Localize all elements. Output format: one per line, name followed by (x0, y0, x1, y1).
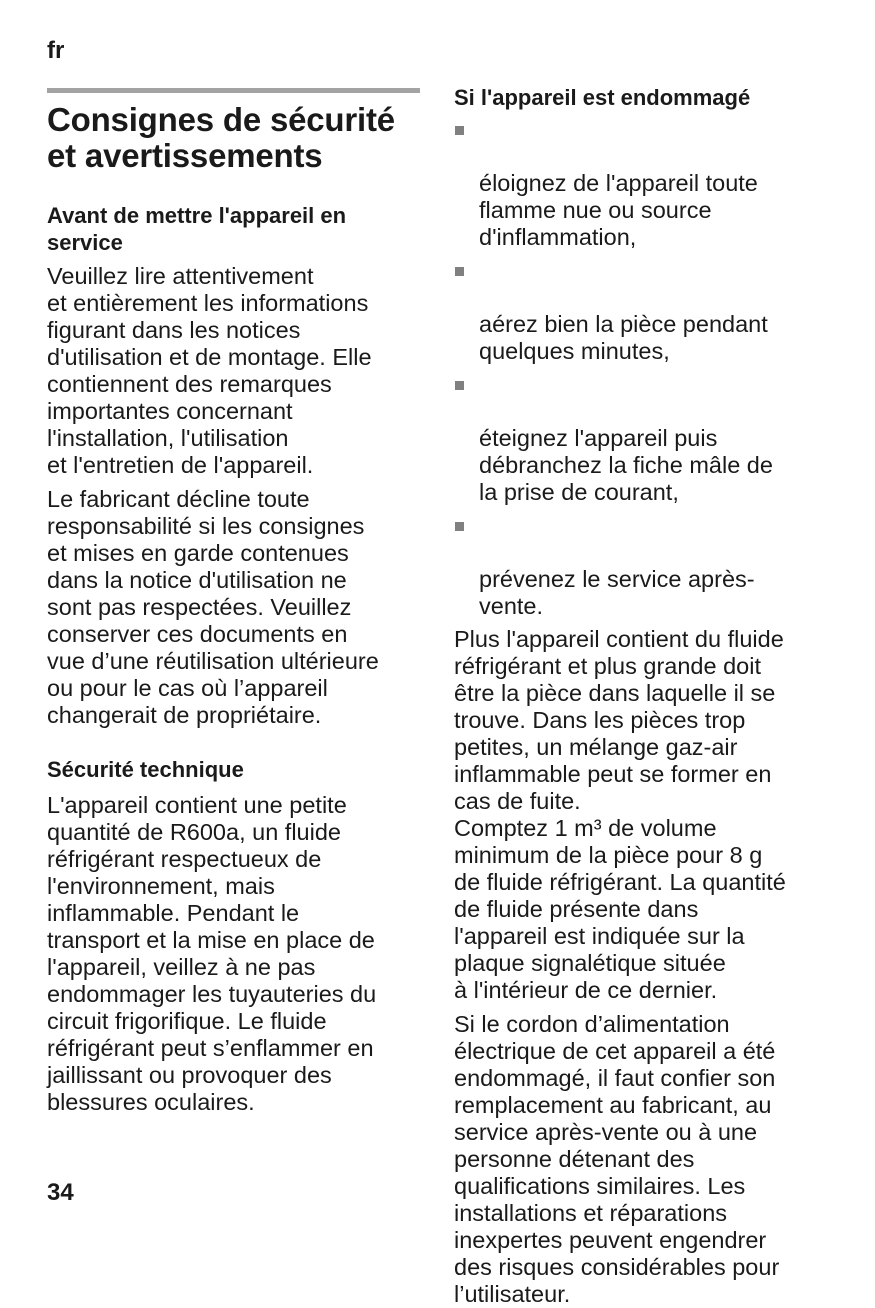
paragraph-read-instructions: Veuillez lire attentivement et entièrement les informations figurant dans les notices d'utilisation et de montage. Elle contiennent des remarques importantes concernant l'installation, l'utilisation et l'entretien de l'appareil. (47, 263, 372, 478)
square-bullet-icon (455, 522, 464, 531)
list-item (454, 371, 844, 506)
list-item (454, 257, 844, 365)
section-if-damaged (454, 84, 844, 1308)
language-tag: fr (47, 37, 65, 64)
section-heading-before-use: Avant de mettre l'appareil en service (47, 203, 347, 255)
square-bullet-icon (455, 381, 464, 390)
list-item-text: prévenez le service après- vente. (479, 566, 755, 619)
paragraph-manufacturer-liability: Le fabricant décline toute responsabilité si les consignes et mises en garde contenues dans la notice d'utilisation ne sont pas respectées. Veuillez conserver ces documents en vue d’une réutilisation ultérieure ou pour le cas où l’appareil changerait de propriétaire. (47, 486, 379, 728)
list-item (454, 512, 844, 620)
paragraph-room-size: Plus l'appareil contient du fluide réfrigérant et plus grande doit être la pièce dans laquelle il se trouve. Dans les pièces trop petites, un mélange gaz-air inflammable peut se former en cas de fuite. Comptez 1 m³ de volume minimum de la pièce pour 8 g de fluide réfrigérant. La quantité de fluide présente dans l'appareil est indiquée sur la plaque signalétique située à l'intérieur de ce dernier. (454, 626, 786, 1003)
list-item (454, 116, 844, 251)
section-before-use (47, 202, 427, 729)
section-heading-if-damaged: Si l'appareil est endommagé (454, 85, 751, 110)
list-item-text: aérez bien la pièce pendant quelques minutes, (479, 311, 768, 364)
title-rule (47, 88, 420, 93)
page-number: 34 (47, 1179, 74, 1206)
page-title: Consignes de sécurité et avertissements (47, 101, 395, 174)
list-item-text: éteignez l'appareil puis débranchez la fiche mâle de la prise de courant, (479, 425, 773, 505)
paragraph-refrigerant-info: L'appareil contient une petite quantité de R600a, un fluide réfrigérant respectueux de l'environnement, mais inflammable. Pendant le transport et la mise en place de l'appareil, veillez à ne pas endommager les tuyauteries du circuit frigorifique. Le fluide réfrigérant peut s’enflammer en jaillissant ou provoquer des blessures oculaires. (47, 792, 377, 1115)
section-heading-technical-safety: Sécurité technique (47, 757, 244, 782)
damage-steps-list (454, 116, 844, 620)
square-bullet-icon (455, 267, 464, 276)
square-bullet-icon (455, 126, 464, 135)
paragraph-power-cord: Si le cordon d’alimentation électrique de cet appareil a été endommagé, il faut confier son remplacement au fabricant, au service après-vente ou à une personne détenant des qualifications similaires. Les installations et réparations inexpertes peuvent engendrer des risques considérables pour l’utilisateur. (454, 1011, 780, 1307)
section-technical-safety (47, 756, 427, 1116)
list-item-text: éloignez de l'appareil toute flamme nue ou source d'inflammation, (479, 170, 758, 250)
